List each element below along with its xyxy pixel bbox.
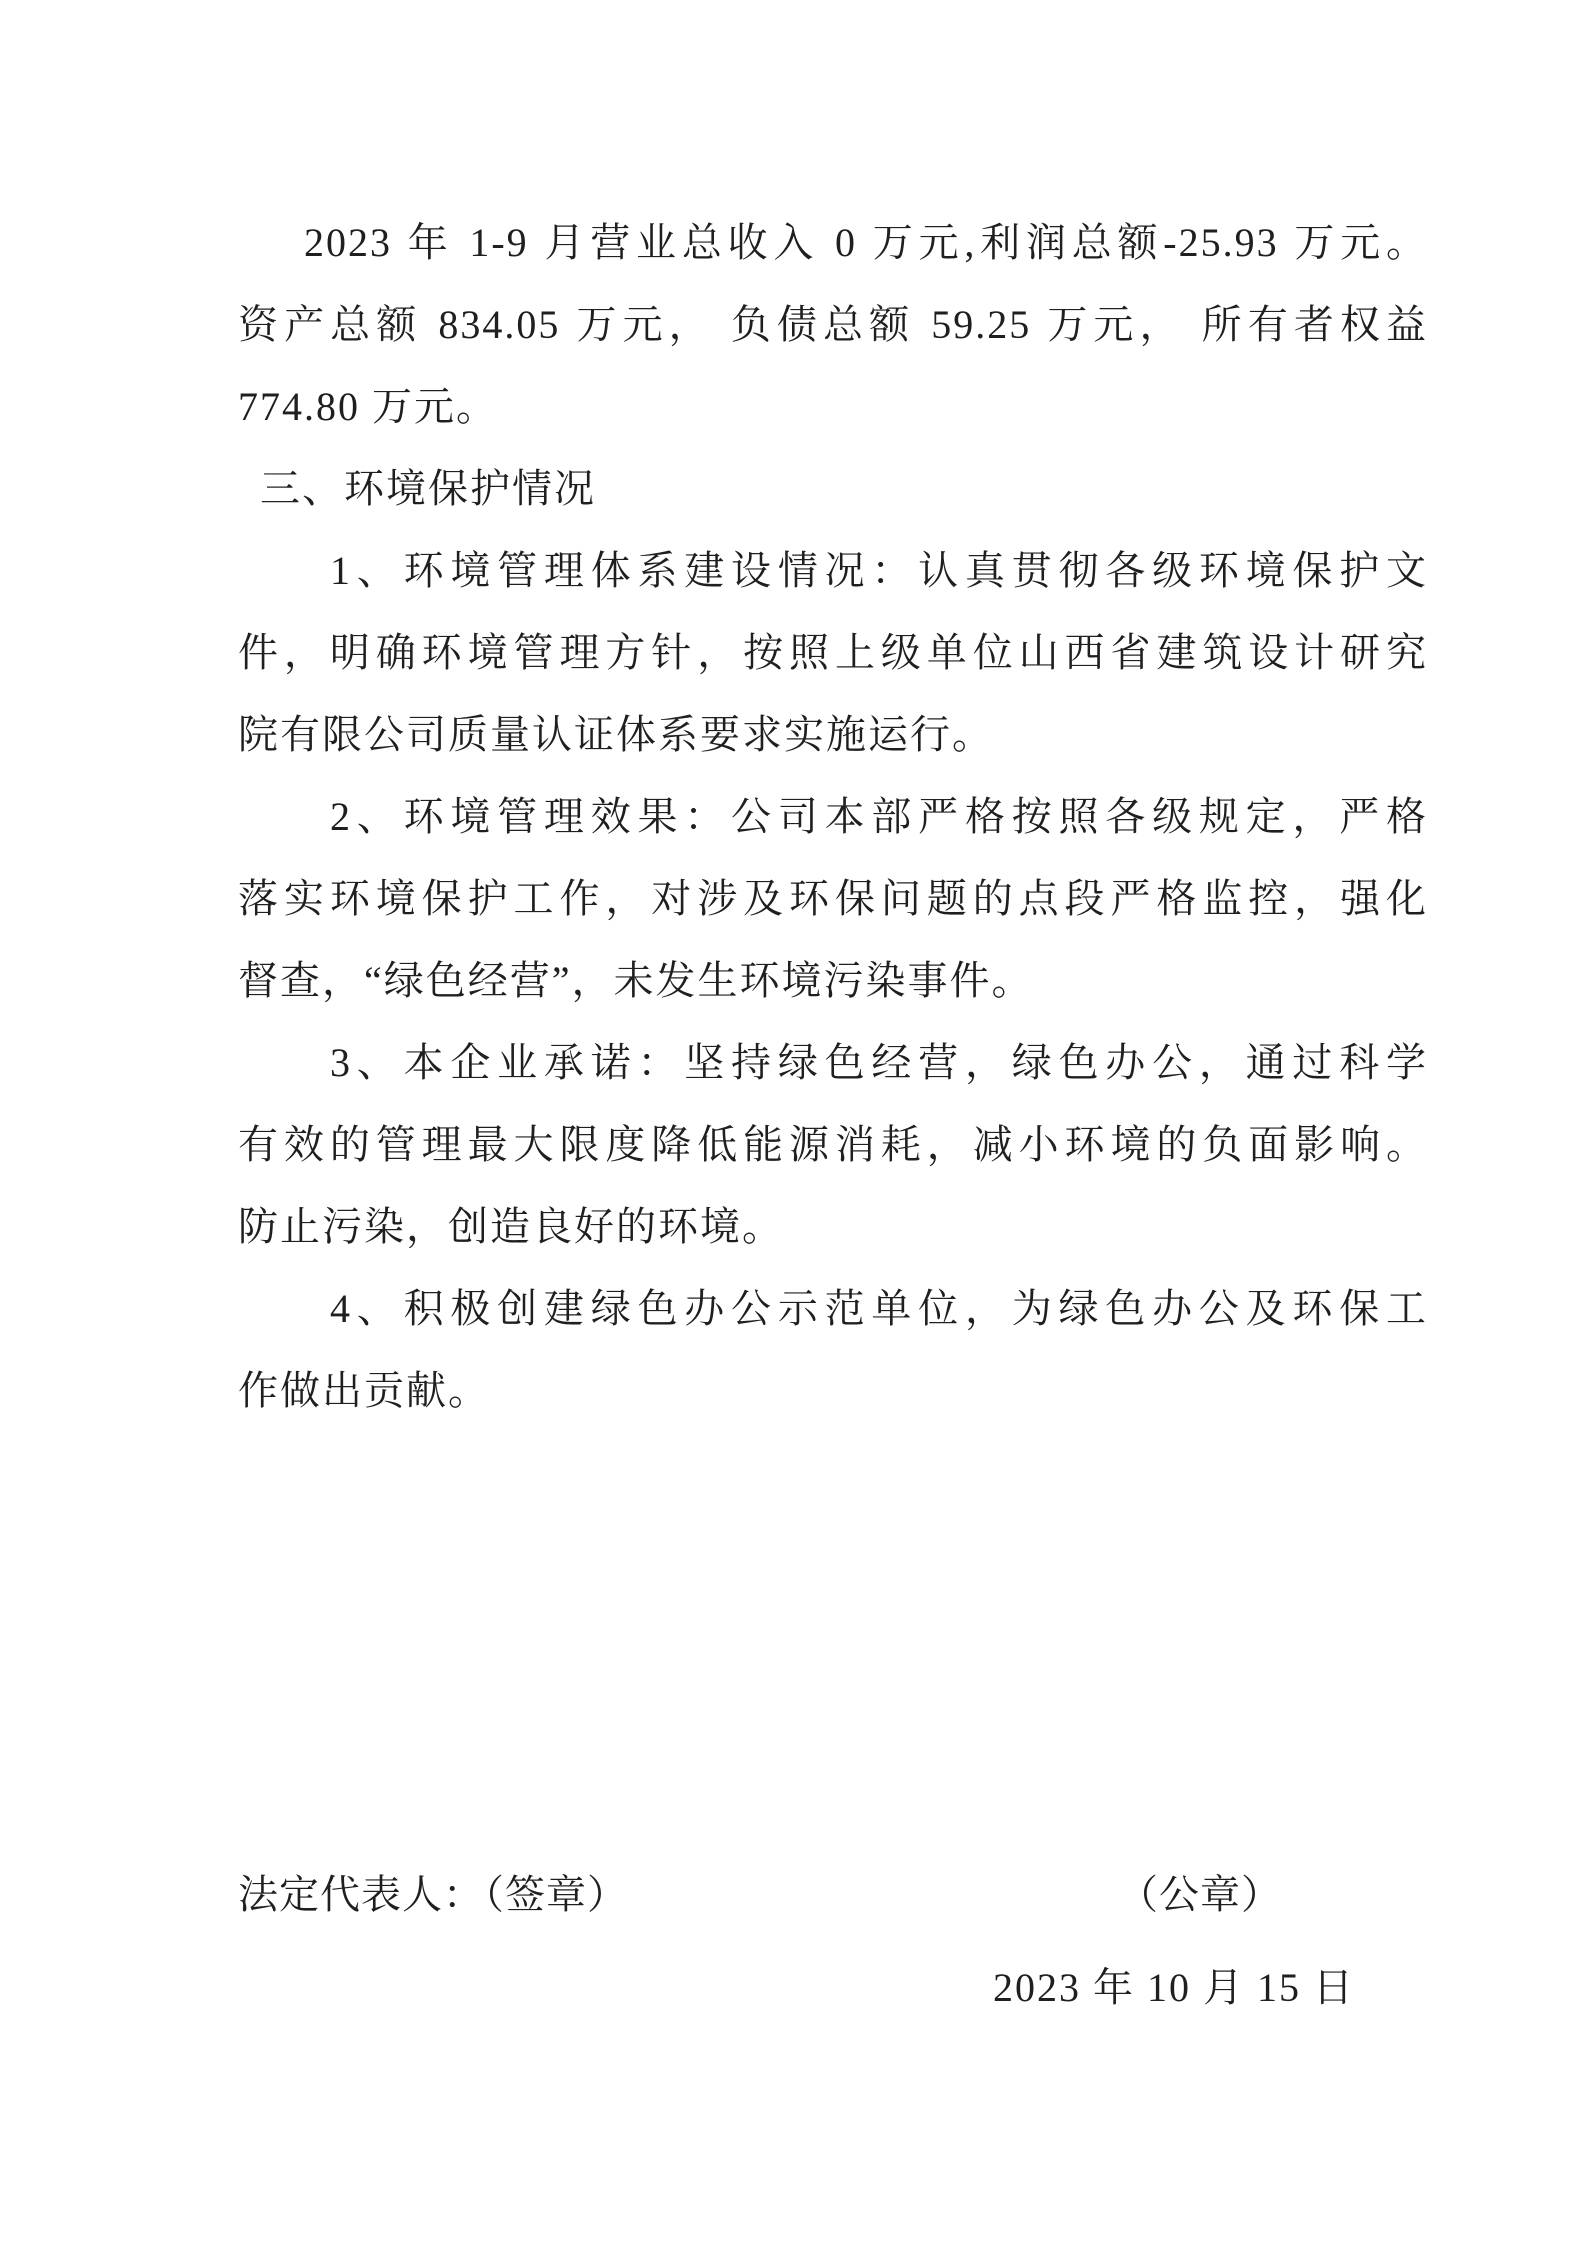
para-item-3-line-2: 有效的管理最大限度降低能源消耗，减小环境的负面影响。 <box>238 1122 1428 1167</box>
para-item-3-line-3: 防止污染，创造良好的环境。 <box>238 1204 784 1249</box>
document-body <box>238 202 1428 1432</box>
para-financial-summary-line-1: 2023 年 1-9 月营业总收入 0 万元,利润总额-25.93 万元。 <box>304 220 1428 265</box>
para-financial-summary-line-3: 774.80 万元。 <box>238 384 498 429</box>
para-item-1-line-1: 1、环境管理体系建设情况：认真贯彻各级环境保护文 <box>330 548 1428 593</box>
document-date: 2023 年 10 月 15 日 <box>993 1965 1355 2010</box>
company-seal-label: （公章） <box>1118 1872 1282 1917</box>
para-item-3-line-1: 3、本企业承诺：坚持绿色经营，绿色办公，通过科学 <box>330 1040 1428 1085</box>
para-item-2-line-3: 督查，“绿色经营”，未发生环境污染事件。 <box>238 958 1034 1003</box>
para-item-4-line-2: 作做出贡献。 <box>238 1368 490 1413</box>
para-financial-summary-line-2: 资产总额 834.05 万元， 负债总额 59.25 万元， 所有者权益 <box>238 302 1428 347</box>
heading-environment-section-line-1: 三、环境保护情况 <box>260 466 596 511</box>
para-item-4-line-1: 4、积极创建绿色办公示范单位，为绿色办公及环保工 <box>330 1286 1428 1331</box>
para-item-2-line-2: 落实环境保护工作，对涉及环保问题的点段严格监控，强化 <box>238 876 1428 921</box>
signature-row <box>238 1854 1428 1936</box>
para-item-2-line-1: 2、环境管理效果：公司本部严格按照各级规定，严格 <box>330 794 1428 839</box>
para-item-1-line-2: 件，明确环境管理方针，按照上级单位山西省建筑设计研究 <box>238 630 1428 675</box>
para-item-1-line-3: 院有限公司质量认证体系要求实施运行。 <box>238 712 994 757</box>
legal-representative-label: 法定代表人：（签章） <box>238 1872 628 1917</box>
